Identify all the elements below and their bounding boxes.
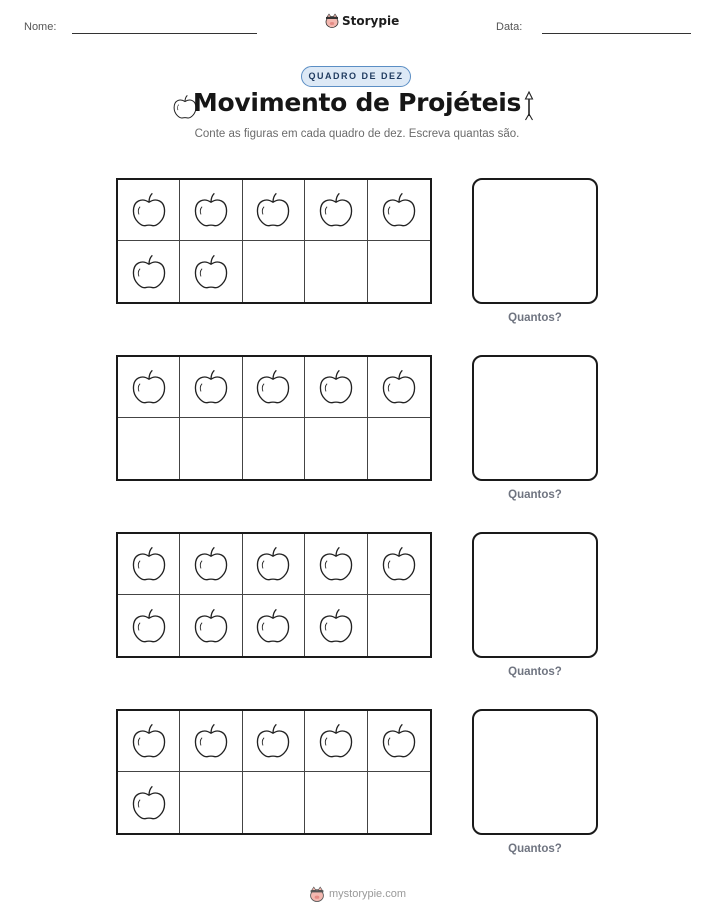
footer [309, 886, 406, 902]
arrow-icon [521, 90, 537, 122]
ten-frame-cell [368, 772, 430, 833]
answer-box[interactable] [472, 355, 598, 481]
ten-frame-cell [118, 534, 180, 595]
answer-prompt: Quantos? [508, 843, 562, 855]
ten-frame-cell [118, 418, 180, 479]
ten-frame-cell [243, 241, 305, 302]
ten-frame-cell [180, 357, 242, 418]
apple-icon [253, 366, 293, 408]
apple-icon [379, 366, 419, 408]
ten-frame-cell [368, 357, 430, 418]
apple-icon [129, 782, 169, 824]
apple-icon [191, 189, 231, 231]
answer-box[interactable] [472, 178, 598, 304]
ten-frame-cell [243, 418, 305, 479]
answer-prompt: Quantos? [508, 666, 562, 678]
ten-frame-cell [180, 595, 242, 656]
apple-icon [191, 720, 231, 762]
apple-icon [129, 543, 169, 585]
ten-frame-cell [243, 357, 305, 418]
ten-frame-cell [305, 711, 367, 772]
apple-icon [316, 720, 356, 762]
ten-frame-cell [180, 241, 242, 302]
ten-frame-cell [118, 772, 180, 833]
ten-frame-cell [368, 241, 430, 302]
ten-frame-cell [305, 180, 367, 241]
answer-prompt: Quantos? [508, 312, 562, 324]
apple-icon [129, 366, 169, 408]
ten-frame-cell [180, 418, 242, 479]
ten-frame-cell [118, 711, 180, 772]
ten-frame-cell [243, 180, 305, 241]
apple-icon [129, 251, 169, 293]
apple-icon [316, 543, 356, 585]
apple-icon [253, 189, 293, 231]
apple-icon [129, 605, 169, 647]
date-line[interactable] [542, 33, 691, 34]
ten-frame-cell [368, 534, 430, 595]
ten-frame-cell [243, 534, 305, 595]
apple-icon [253, 605, 293, 647]
ten-frame-cell [305, 772, 367, 833]
ten-frame-cell [118, 357, 180, 418]
ten-frame-cell [305, 357, 367, 418]
name-label: Nome: [24, 21, 57, 33]
ten-frame-cell [368, 595, 430, 656]
apple-icon [316, 605, 356, 647]
ten-frame [116, 709, 432, 835]
pig-mascot-icon [325, 13, 339, 28]
page-title: Movimento de Projéteis [192, 88, 522, 117]
apple-icon [379, 720, 419, 762]
ten-frame-cell [368, 180, 430, 241]
ten-frame-cell [180, 180, 242, 241]
brand-name: Storypie [342, 13, 400, 28]
apple-icon [191, 605, 231, 647]
apple-icon [129, 720, 169, 762]
ten-frame-cell [243, 772, 305, 833]
ten-frame [116, 178, 432, 304]
apple-icon [253, 720, 293, 762]
name-line[interactable] [72, 33, 257, 34]
ten-frame [116, 532, 432, 658]
apple-icon [191, 366, 231, 408]
answer-box[interactable] [472, 709, 598, 835]
apple-icon [316, 366, 356, 408]
footer-site: mystorypie.com [329, 888, 407, 900]
ten-frame-cell [118, 241, 180, 302]
apple-icon [379, 543, 419, 585]
instructions: Conte as figuras em cada quadro de dez. Escreva quantas são. [194, 128, 520, 140]
ten-frame [116, 355, 432, 481]
ten-frame-cell [368, 418, 430, 479]
apple-icon [379, 189, 419, 231]
date-label: Data: [496, 21, 523, 33]
apple-icon [191, 251, 231, 293]
ten-frame-cell [305, 418, 367, 479]
ten-frame-cell [180, 534, 242, 595]
apple-icon [316, 189, 356, 231]
apple-icon [191, 543, 231, 585]
apple-icon [129, 189, 169, 231]
ten-frame-cell [243, 595, 305, 656]
apple-icon [253, 543, 293, 585]
ten-frame-cell [305, 595, 367, 656]
answer-box[interactable] [472, 532, 598, 658]
brand-logo [325, 13, 399, 28]
ten-frame-cell [180, 711, 242, 772]
pig-mascot-icon [309, 886, 325, 902]
ten-frame-cell [368, 711, 430, 772]
answer-prompt: Quantos? [508, 489, 562, 501]
ten-frame-cell [305, 241, 367, 302]
ten-frame-cell [305, 534, 367, 595]
ten-frame-cell [118, 595, 180, 656]
ten-frame-cell [180, 772, 242, 833]
worksheet-type-badge: QUADRO DE DEZ [301, 66, 411, 87]
ten-frame-cell [118, 180, 180, 241]
ten-frame-cell [243, 711, 305, 772]
